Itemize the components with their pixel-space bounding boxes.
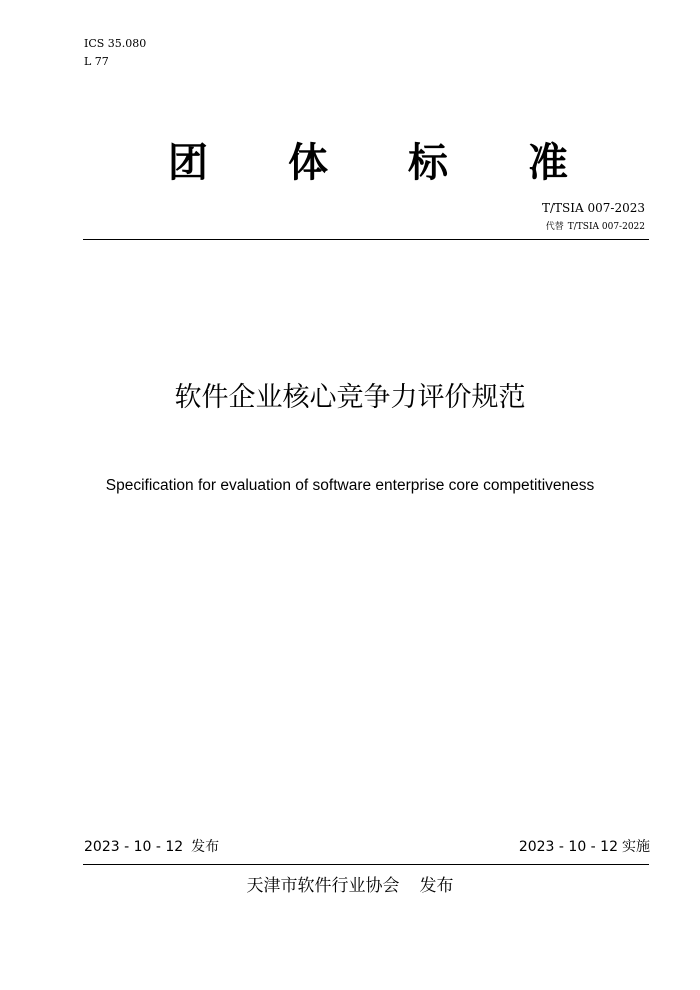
standard-type-char: 体 [288, 140, 328, 186]
standard-type-char: 准 [528, 140, 568, 186]
issue-label: 发布 [191, 839, 220, 855]
replaces-line [546, 221, 645, 233]
ccs-code: L 77 [84, 55, 109, 68]
document-title-cn: 软件企业核心竞争力评价规范 [174, 382, 526, 413]
publisher-line [0, 874, 700, 898]
issue-date: 2023 - 10 - 12 [84, 839, 184, 855]
implement-date-line [519, 837, 650, 857]
implement-label: 实施 [622, 839, 650, 855]
footer-divider [83, 864, 649, 865]
implement-date: 2023 - 10 - 12 [518, 839, 618, 855]
standard-type-heading [168, 136, 568, 190]
standard-number: T/TSIA 007-2023 [542, 201, 645, 215]
document-title-en: Specification for evaluation of software enterprise core competitiveness [105, 477, 595, 494]
issue-date-line [84, 837, 219, 857]
replaces-number: T/TSIA 007-2022 [567, 222, 645, 232]
standard-type-char: 团 [168, 140, 208, 186]
replaces-label: 代替 [545, 222, 564, 232]
ics-code: ICS 35.080 [84, 37, 147, 50]
header-divider [83, 239, 649, 240]
publisher-name: 天津市软件行业协会 [246, 876, 400, 896]
standard-type-char: 标 [408, 140, 448, 186]
publisher-label: 发布 [419, 876, 454, 896]
